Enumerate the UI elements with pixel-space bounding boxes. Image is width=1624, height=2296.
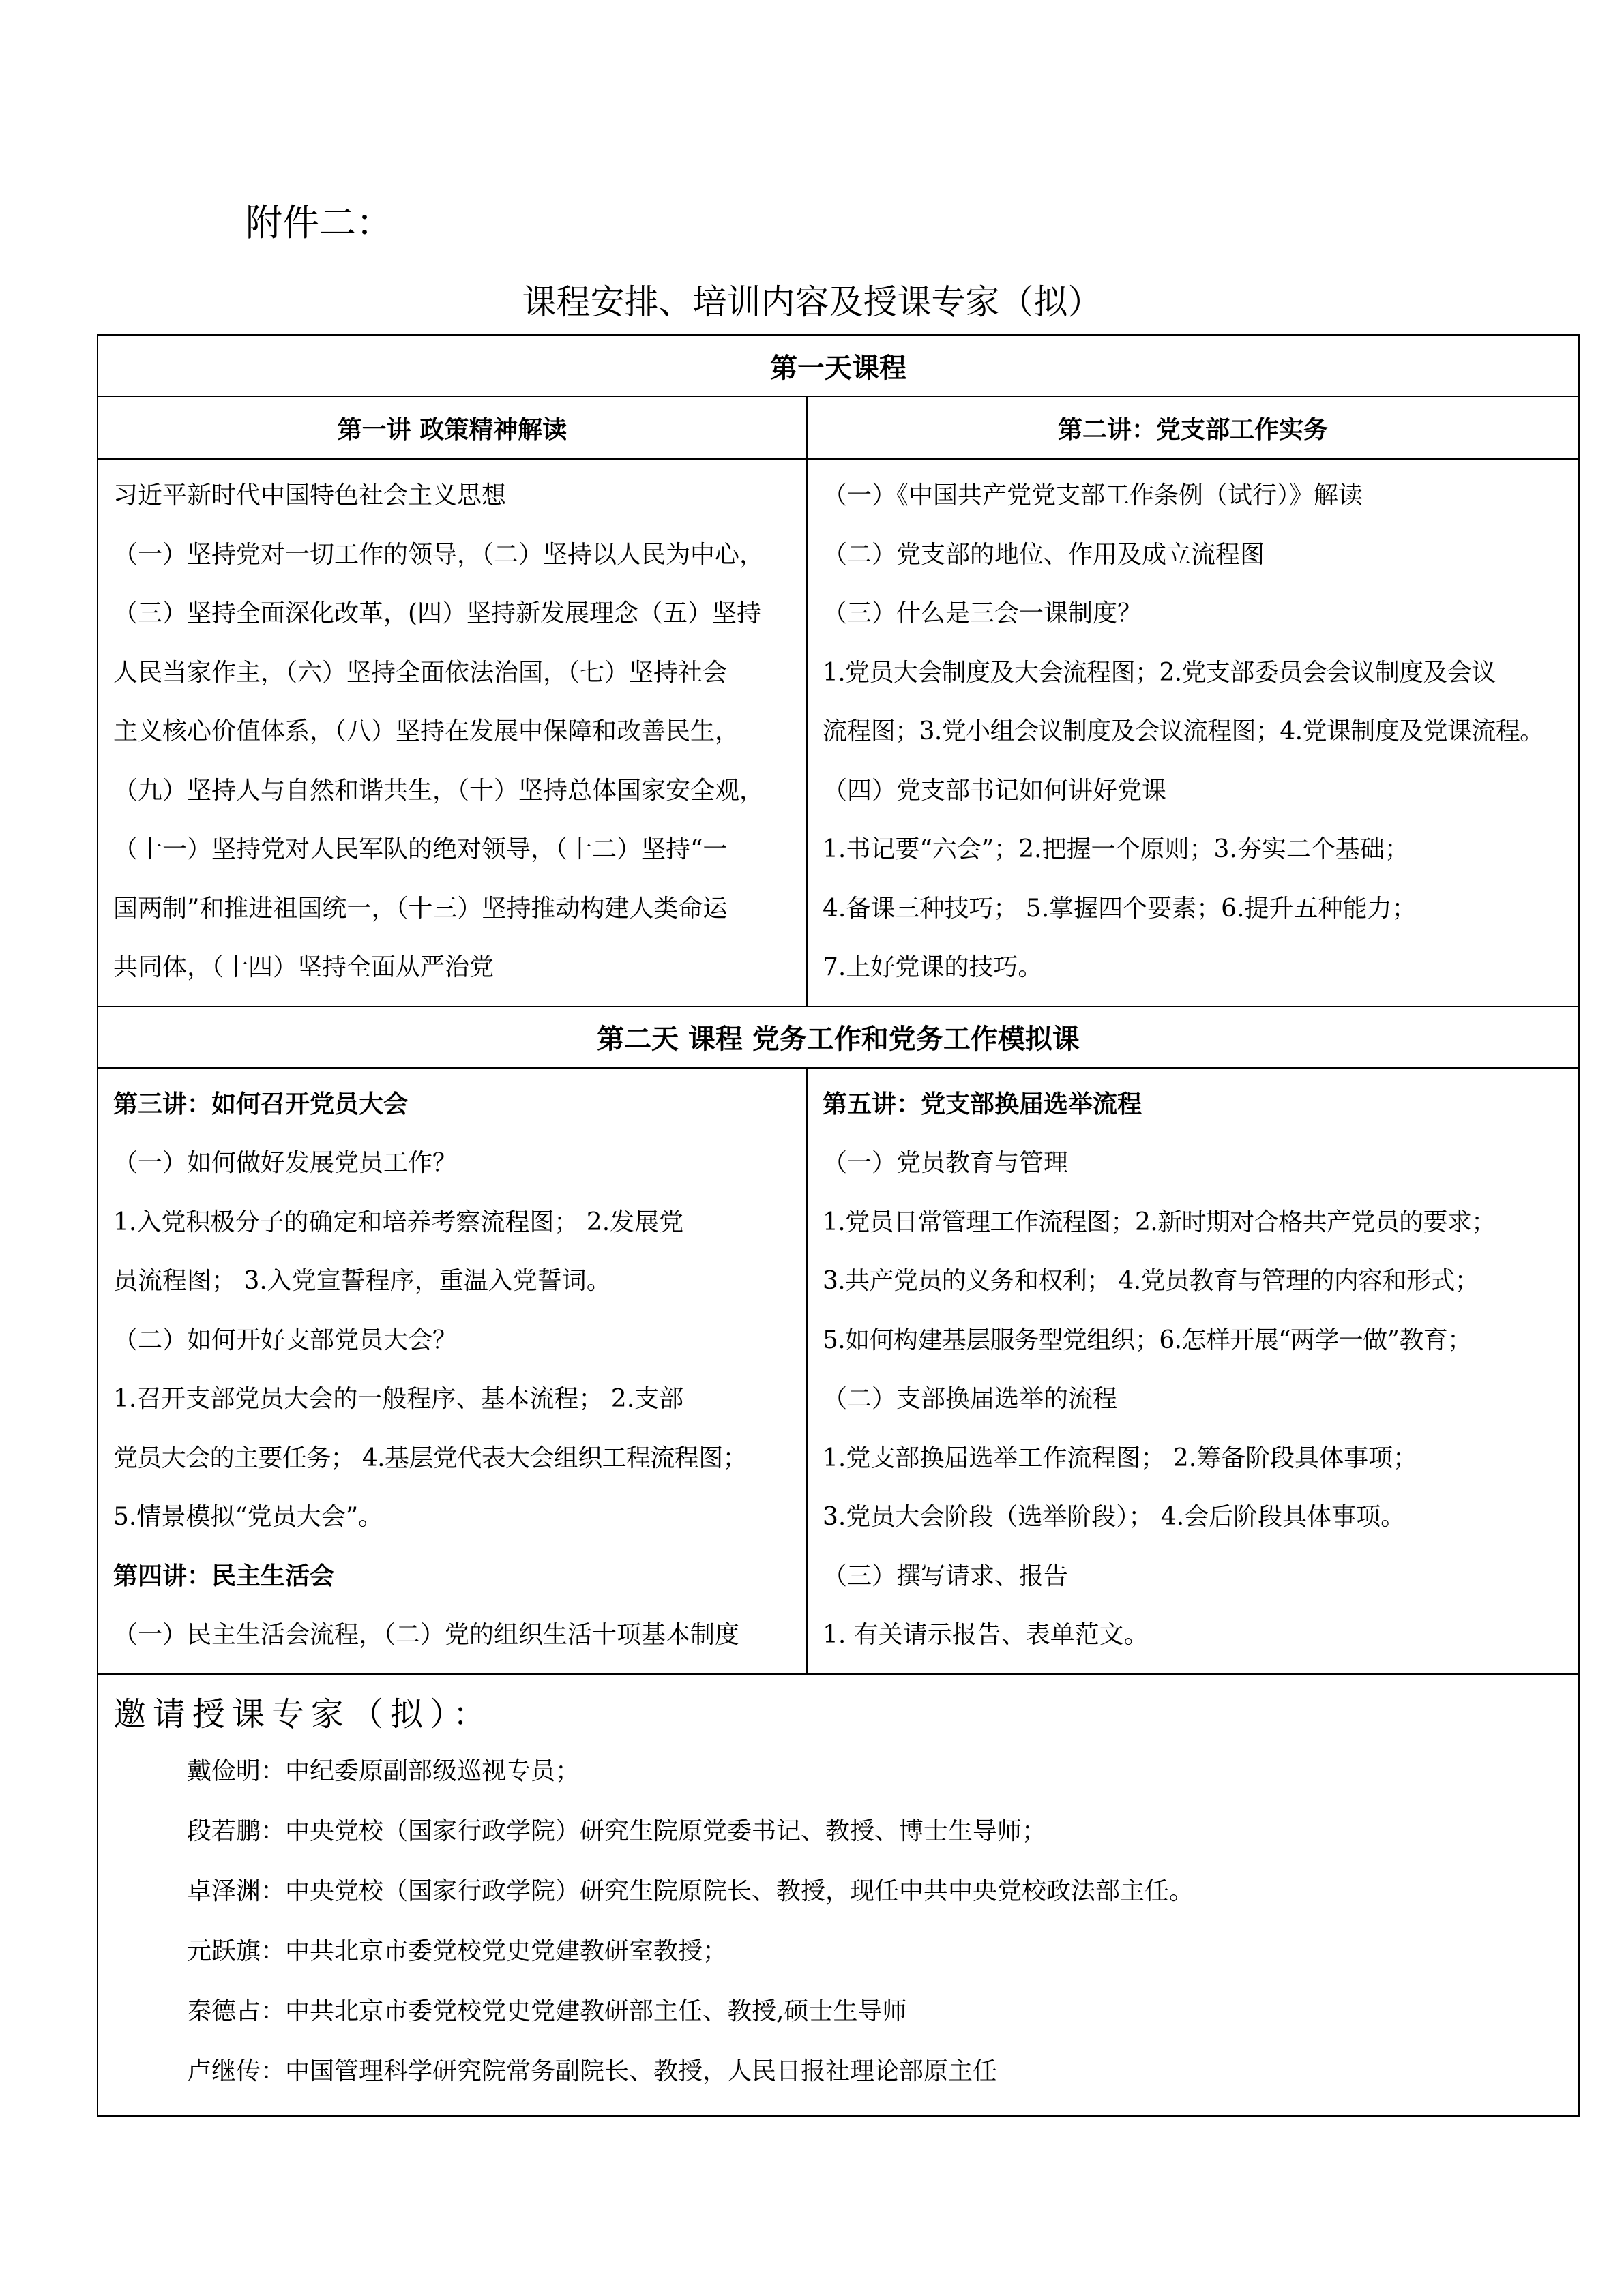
content-line: （一）《中国共产党党支部工作条例（试行）》解读	[823, 481, 1363, 509]
content-line: 1.党员大会制度及大会流程图；2.党支部委员会会议制度及会议	[823, 658, 1496, 687]
lecture2-content	[807, 459, 1579, 1007]
day1-header: 第一天课程	[98, 335, 1579, 396]
content-line: （一）民主生活会流程，（二）党的组织生活十项基本制度	[113, 1621, 740, 1649]
expert-item: 段若鹏：中央党校（国家行政学院）研究生院原党委书记、教授、博士生导师；	[187, 1817, 1047, 1845]
expert-item: 秦德占：中共北京市委党校党史党建教研部主任、教授,硕士生导师	[187, 1997, 907, 2025]
content-line: （一）坚持党对一切工作的领导，（二）坚持以人民为中心，	[113, 540, 765, 569]
day2-right-content	[807, 1068, 1579, 1674]
content-line: （二）支部换届选举的流程	[823, 1385, 1118, 1413]
content-line: （一）党员教育与管理	[823, 1149, 1069, 1177]
content-line: （一）如何做好发展党员工作？	[113, 1149, 458, 1177]
content-line: （十一）坚持党对人民军队的绝对领导，（十二）坚持“一	[113, 835, 728, 863]
content-line: （三）什么是三会一课制度？	[823, 599, 1142, 627]
experts-section	[98, 1674, 1579, 2116]
lecture2-heading: 第二讲：党支部工作实务	[807, 396, 1579, 459]
content-line: 7.上好党课的技巧。	[823, 953, 1043, 981]
course-table	[97, 334, 1580, 2117]
content-line: 1.召开支部党员大会的一般程序、基本流程； 2.支部	[113, 1385, 684, 1413]
content-line: 3.党员大会阶段（选举阶段）； 4.会后阶段具体事项。	[823, 1503, 1406, 1531]
content-line: 1.党员日常管理工作流程图；2.新时期对合格共产党员的要求；	[823, 1208, 1496, 1236]
content-line: 习近平新时代中国特色社会主义思想	[113, 481, 507, 509]
content-line: 人民当家作主，（六）坚持全面依法治国，（七）坚持社会	[113, 658, 728, 687]
content-line: （四）党支部书记如何讲好党课	[823, 776, 1167, 805]
day1-subheader-row	[98, 396, 1579, 459]
content-line: 3.共产党员的义务和权利； 4.党员教育与管理的内容和形式；	[823, 1267, 1479, 1295]
day2-content-row	[98, 1068, 1579, 1674]
content-line: （三）撰写请求、报告	[823, 1562, 1069, 1590]
experts-row	[98, 1674, 1579, 2116]
expert-item: 卢继传：中国管理科学研究院常务副院长、教授，人民日报社理论部原主任	[187, 2057, 998, 2085]
content-line: （三）坚持全面深化改革，(四）坚持新发展理念（五）坚持	[113, 599, 762, 627]
expert-item: 元跃旗：中共北京市委党校党史党建教研室教授；	[187, 1937, 728, 1965]
content-line: 4.备课三种技巧； 5.掌握四个要素；6.提升五种能力；	[823, 894, 1417, 923]
content-line: 主义核心价值体系，（八）坚持在发展中保障和改善民生，	[113, 717, 740, 745]
experts-title: 邀请授课专家（拟）：	[113, 1695, 493, 1733]
expert-item: 卓泽渊：中央党校（国家行政学院）研究生院原院长、教授，现任中共中央党校政法部主任。	[187, 1877, 1194, 1905]
day2-left-content	[98, 1068, 807, 1674]
lecture3-heading: 第三讲：如何召开党员大会	[113, 1090, 409, 1118]
content-line: 党员大会的主要任务； 4.基层党代表大会组织工程流程图；	[113, 1444, 747, 1472]
content-line: （九）坚持人与自然和谐共生，（十）坚持总体国家安全观，	[113, 776, 765, 805]
content-line: 1.书记要“六会”；2.把握一个原则；3.夯实二个基础；	[823, 835, 1409, 863]
content-line: 国两制”和推进祖国统一，（十三）坚持推动构建人类命运	[113, 894, 728, 923]
document-title: 课程安排、培训内容及授课专家（拟）	[522, 282, 1102, 322]
expert-item: 戴俭明：中纪委原副部级巡视专员；	[187, 1757, 580, 1785]
content-line: 1.入党积极分子的确定和培养考察流程图； 2.发展党	[113, 1208, 684, 1236]
content-line: 1.党支部换届选举工作流程图； 2.筹备阶段具体事项；	[823, 1444, 1418, 1472]
annex-label: 附件二：	[246, 201, 393, 244]
content-line: （二）如何开好支部党员大会？	[113, 1326, 458, 1354]
content-line: 共同体，（十四）坚持全面从严治党	[113, 953, 494, 981]
content-line: 5.情景模拟“党员大会”。	[113, 1503, 383, 1531]
content-line: 流程图；3.党小组会议制度及会议流程图；4.党课制度及党课流程。	[823, 717, 1544, 745]
content-line: 5.如何构建基层服务型党组织；6.怎样开展“两学一做”教育；	[823, 1326, 1472, 1354]
content-line: 1. 有关请示报告、表单范文。	[823, 1621, 1149, 1649]
content-line: 员流程图； 3.入党宣誓程序，重温入党誓词。	[113, 1267, 611, 1295]
lecture1-content	[98, 459, 807, 1007]
day2-header: 第二天 课程 党务工作和党务工作模拟课	[98, 1007, 1579, 1068]
day1-header-row	[98, 335, 1579, 396]
day2-header-row	[98, 1007, 1579, 1068]
lecture5-heading: 第五讲：党支部换届选举流程	[823, 1090, 1142, 1118]
lecture1-heading: 第一讲 政策精神解读	[98, 396, 807, 459]
content-line: （二）党支部的地位、作用及成立流程图	[823, 540, 1265, 569]
lecture4-heading: 第四讲：民主生活会	[113, 1562, 335, 1590]
day1-content-row	[98, 459, 1579, 1007]
